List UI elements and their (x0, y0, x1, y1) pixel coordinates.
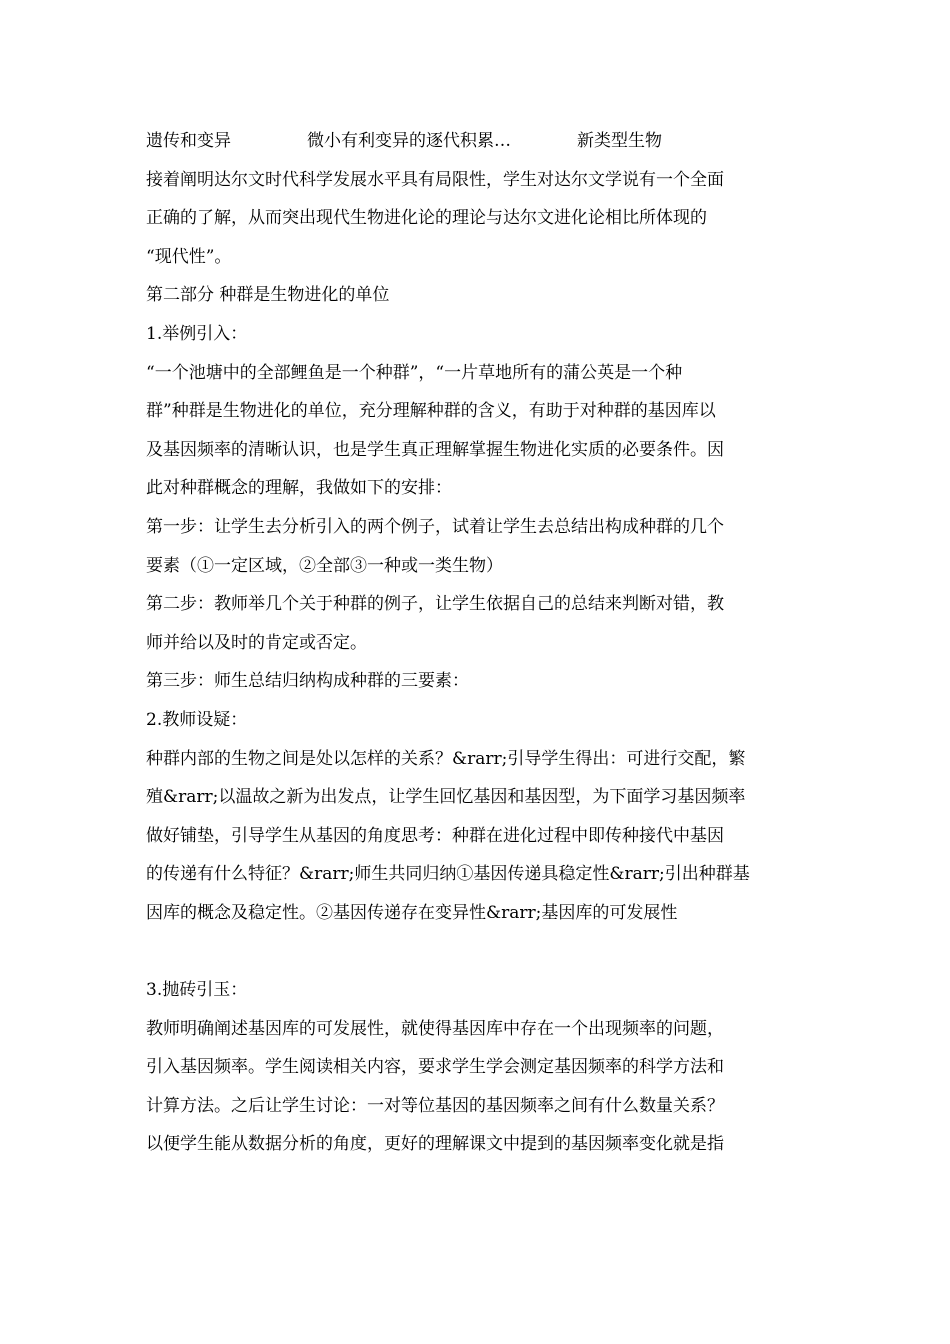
flow-step-2: 微小有利变异的逐代积累… (307, 131, 511, 151)
subheading: 3.抛砖引玉： (146, 980, 248, 1001)
text-line: “现代性”。 (146, 246, 232, 267)
text-line: 及基因频率的清晰认识，也是学生真正理解掌握生物进化实质的必要条件。因 (146, 439, 724, 460)
subheading: 2.教师设疑： (146, 709, 248, 730)
document-body (146, 122, 806, 1164)
text-line: 种群内部的生物之间是处以怎样的关系？&rarr;引导学生得出：可进行交配，繁 (146, 748, 746, 769)
text-line: 因库的概念及稳定性。②基因传递存在变异性&rarr;基因库的可发展性 (146, 902, 678, 923)
text-line: 的传递有什么特征？&rarr;师生共同归纳①基因传递具稳定性&rarr;引出种群基 (146, 864, 750, 885)
text-line: 教师明确阐述基因库的可发展性，就使得基因库中存在一个出现频率的问题， (146, 1018, 724, 1039)
text-line: 引入基因频率。学生阅读相关内容，要求学生学会测定基因频率的科学方法和 (146, 1057, 724, 1078)
text-line: 以便学生能从数据分析的角度，更好的理解课文中提到的基因频率变化就是指 (146, 1134, 724, 1155)
text-line: 正确的了解，从而突出现代生物进化论的理论与达尔文进化论相比所体现的 (146, 208, 707, 229)
flow-step-3: 新类型生物 (577, 131, 662, 151)
subheading: 1.举例引入： (146, 323, 248, 344)
text-line: “一个池塘中的全部鲤鱼是一个种群”，“一片草地所有的蒲公英是一个种 (146, 362, 683, 383)
text-line: 此对种群概念的理解，我做如下的安排： (146, 478, 452, 499)
flow-line (146, 122, 806, 161)
text-line: 接着阐明达尔文时代科学发展水平具有局限性，学生对达尔文学说有一个全面 (146, 169, 724, 190)
flow-step-1: 遗传和变异 (146, 131, 231, 151)
text-line: 殖&rarr;以温故之新为出发点，让学生回忆基因和基因型，为下面学习基因频率 (146, 787, 746, 808)
blank-line (146, 932, 806, 971)
text-line: 第三步：师生总结归纳构成种群的三要素： (146, 671, 469, 692)
text-line: 师并给以及时的肯定或否定。 (146, 632, 367, 653)
text-line: 群”种群是生物进化的单位，充分理解种群的含义，有助于对种群的基因库以 (146, 401, 716, 422)
text-line: 第一步：让学生去分析引入的两个例子，试着让学生去总结出构成种群的几个 (146, 516, 724, 537)
text-line: 第二步：教师举几个关于种群的例子，让学生依据自己的总结来判断对错，教 (146, 594, 724, 615)
text-line: 计算方法。之后让学生讨论：一对等位基因的基因频率之间有什么数量关系？ (146, 1095, 724, 1116)
text-line: 要素（①一定区域，②全部③一种或一类生物） (146, 555, 503, 576)
section-heading: 第二部分 种群是生物进化的单位 (146, 285, 390, 306)
text-line: 做好铺垫，引导学生从基因的角度思考：种群在进化过程中即传种接代中基因 (146, 825, 724, 846)
